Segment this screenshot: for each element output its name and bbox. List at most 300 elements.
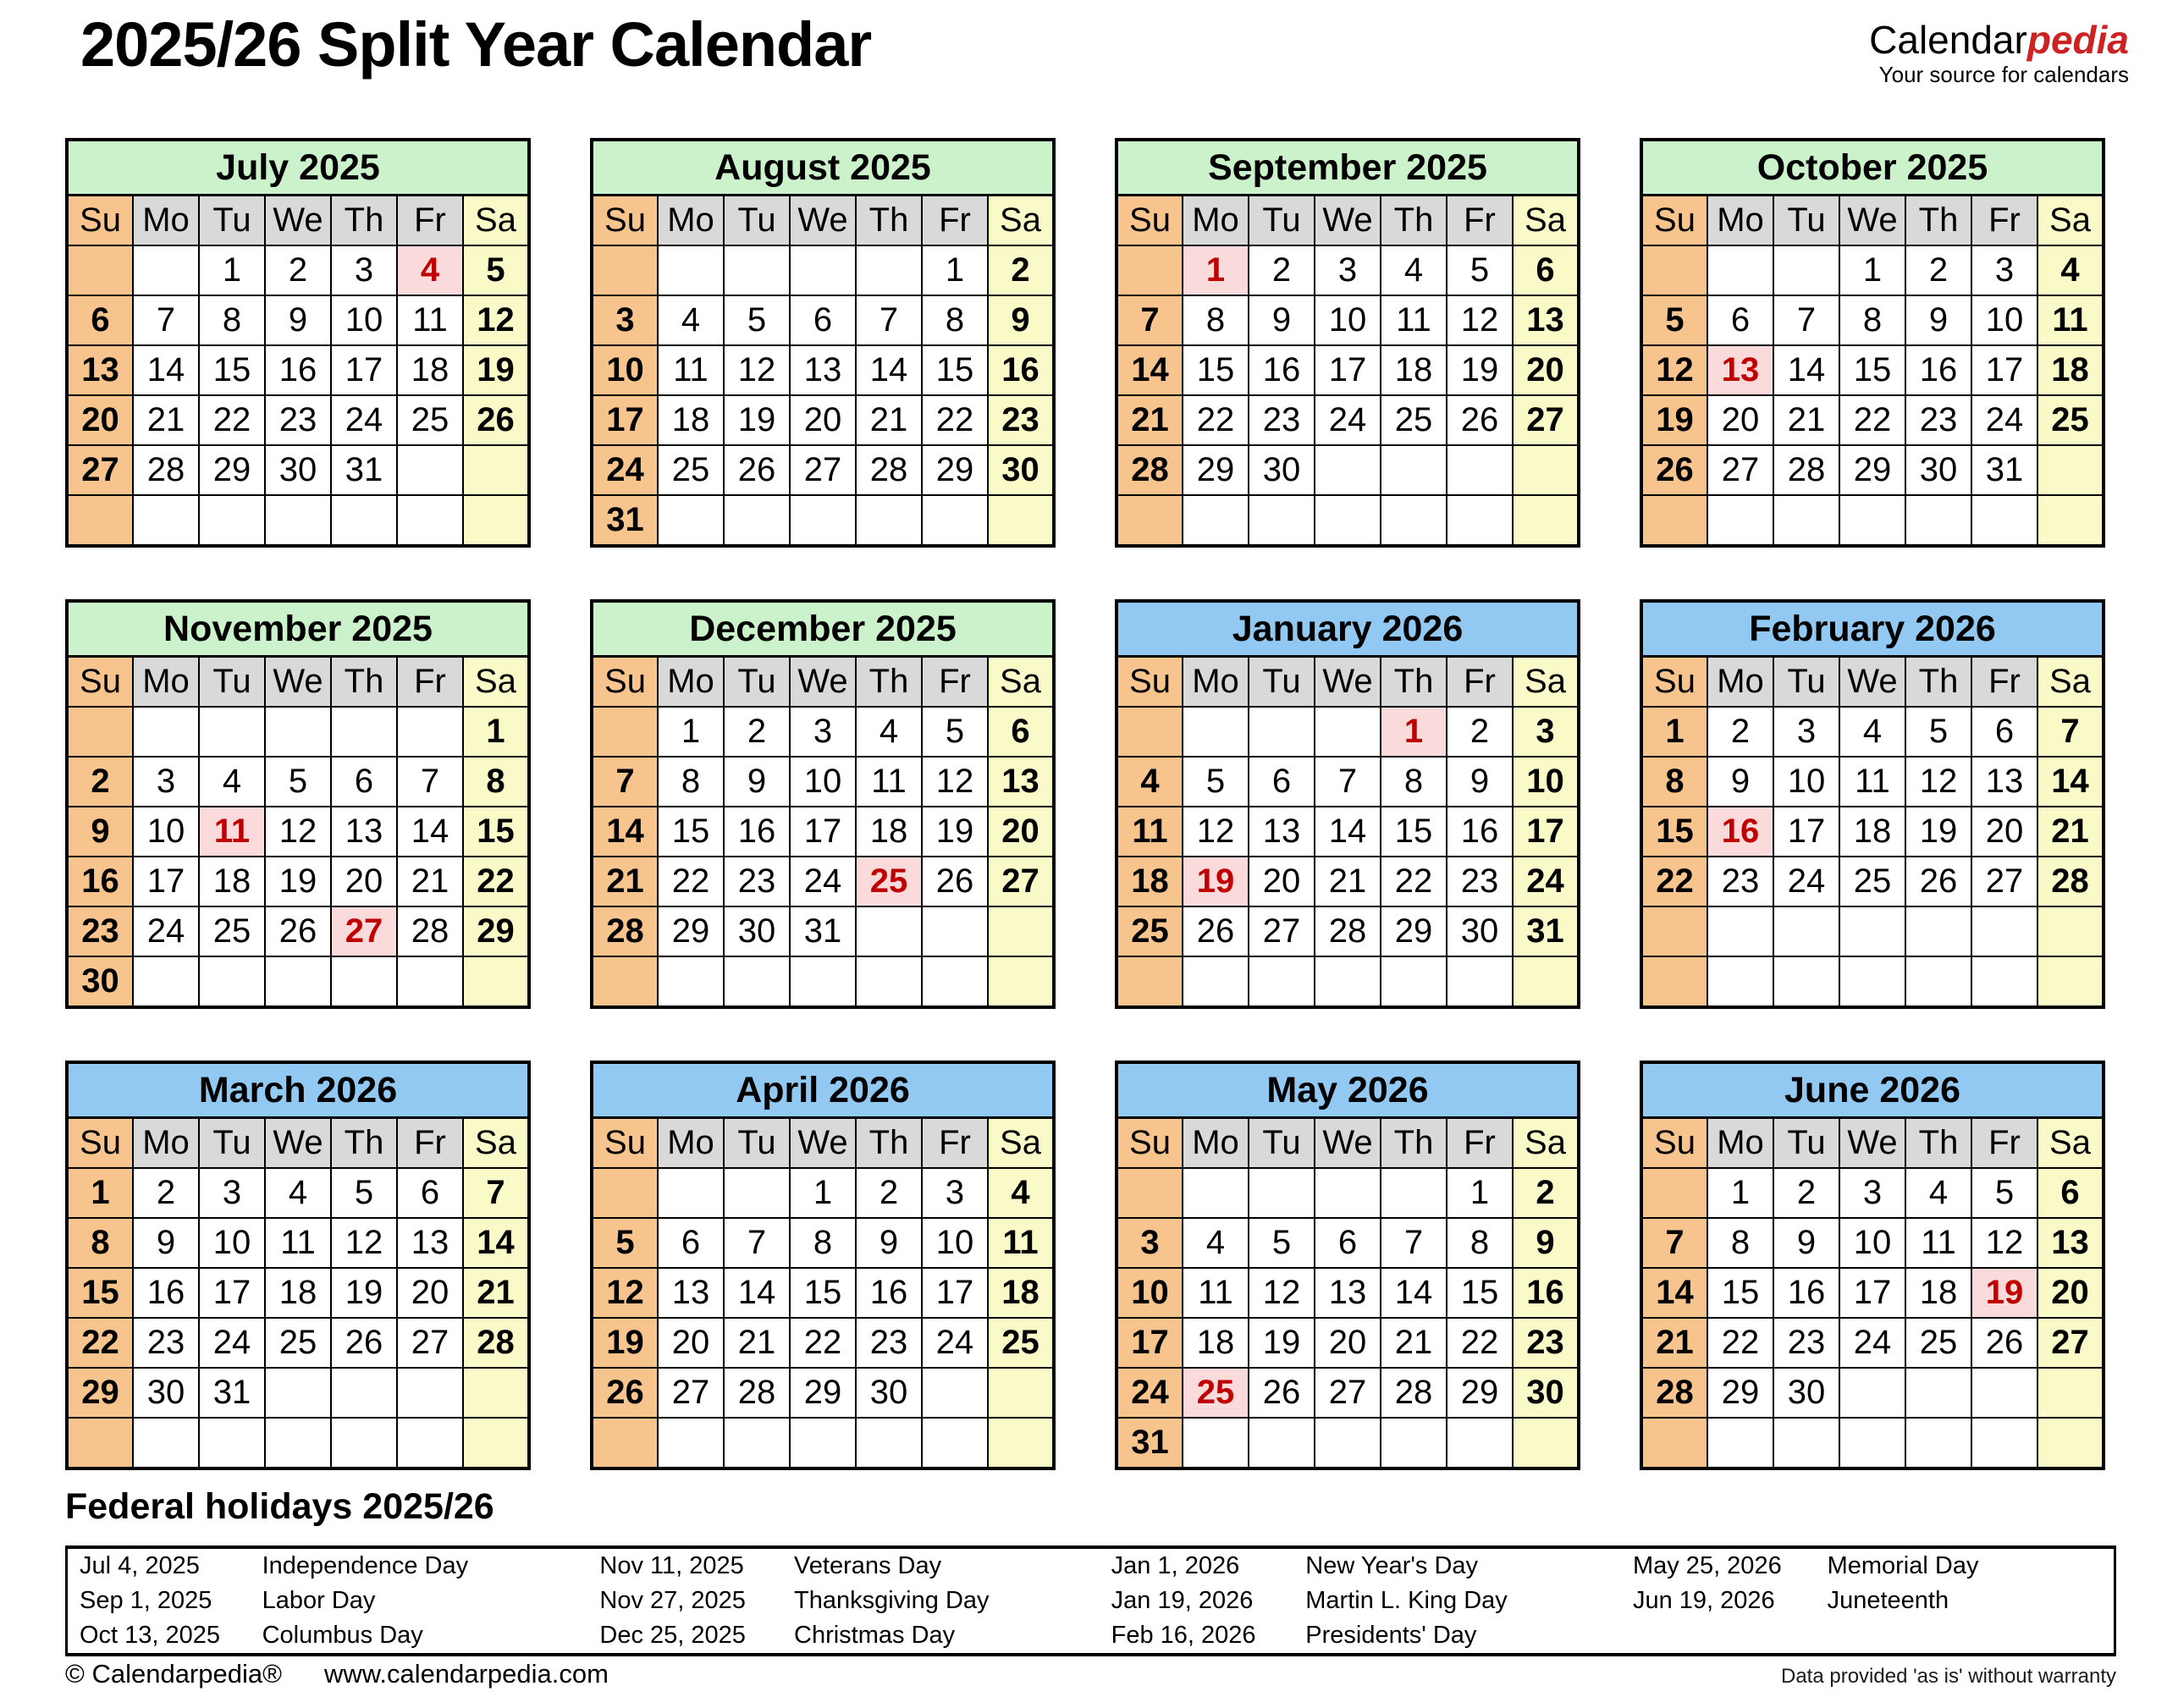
day-header-we: We bbox=[1315, 196, 1381, 246]
calendar-october-2025 bbox=[1640, 138, 2105, 548]
calendar-april-2026 bbox=[590, 1061, 1056, 1470]
week-row bbox=[592, 906, 1054, 956]
date-cell-6: 6 bbox=[790, 295, 856, 345]
date-cell-16: 16 bbox=[1905, 345, 1971, 395]
empty-cell bbox=[2037, 956, 2104, 1007]
date-cell-16: 16 bbox=[1447, 807, 1513, 857]
date-cell-25: 25 bbox=[397, 395, 463, 445]
day-header-row bbox=[67, 1118, 529, 1169]
date-cell-25: 25 bbox=[988, 1318, 1054, 1368]
day-header-sa: Sa bbox=[1513, 1118, 1579, 1169]
week-row bbox=[1117, 1168, 1579, 1218]
day-header-su: Su bbox=[67, 196, 133, 246]
date-cell-4: 4 bbox=[397, 245, 463, 295]
date-cell-12: 12 bbox=[331, 1218, 397, 1268]
date-cell-3: 3 bbox=[1971, 245, 2037, 295]
date-cell-18: 18 bbox=[1183, 1318, 1249, 1368]
holiday-date: Nov 11, 2025 bbox=[599, 1552, 744, 1579]
date-cell-3: 3 bbox=[1839, 1168, 1905, 1218]
empty-cell bbox=[1773, 495, 1839, 546]
date-cell-30: 30 bbox=[1513, 1368, 1579, 1418]
week-row bbox=[67, 1168, 529, 1218]
empty-cell bbox=[592, 1168, 658, 1218]
empty-cell bbox=[463, 445, 529, 495]
empty-cell bbox=[1117, 707, 1183, 757]
date-cell-20: 20 bbox=[1249, 857, 1315, 906]
date-cell-17: 17 bbox=[790, 807, 856, 857]
date-cell-5: 5 bbox=[922, 707, 988, 757]
empty-cell bbox=[1641, 245, 1707, 295]
date-cell-10: 10 bbox=[199, 1218, 265, 1268]
day-header-mo: Mo bbox=[1707, 657, 1773, 708]
date-cell-18: 18 bbox=[988, 1268, 1054, 1318]
date-cell-24: 24 bbox=[1773, 857, 1839, 906]
empty-cell bbox=[1773, 956, 1839, 1007]
date-cell-1: 1 bbox=[1707, 1168, 1773, 1218]
date-cell-29: 29 bbox=[1381, 906, 1447, 956]
date-cell-14: 14 bbox=[1381, 1268, 1447, 1318]
empty-cell bbox=[988, 495, 1054, 546]
week-row bbox=[1641, 807, 2104, 857]
date-cell-2: 2 bbox=[988, 245, 1054, 295]
date-cell-16: 16 bbox=[133, 1268, 199, 1318]
empty-cell bbox=[2037, 1418, 2104, 1468]
month-title-march-2026: March 2026 bbox=[67, 1062, 529, 1118]
day-header-we: We bbox=[1839, 1118, 1905, 1169]
date-cell-24: 24 bbox=[790, 857, 856, 906]
date-cell-28: 28 bbox=[133, 445, 199, 495]
date-cell-4: 4 bbox=[988, 1168, 1054, 1218]
date-cell-24: 24 bbox=[592, 445, 658, 495]
week-row bbox=[1641, 245, 2104, 295]
date-cell-21: 21 bbox=[2037, 807, 2104, 857]
calendar-september-2025 bbox=[1115, 138, 1580, 548]
date-cell-9: 9 bbox=[1249, 295, 1315, 345]
empty-cell bbox=[592, 245, 658, 295]
empty-cell bbox=[790, 956, 856, 1007]
holiday-date: Jan 1, 2026 bbox=[1111, 1552, 1240, 1579]
date-cell-6: 6 bbox=[67, 295, 133, 345]
date-cell-6: 6 bbox=[1315, 1218, 1381, 1268]
empty-cell bbox=[1183, 707, 1249, 757]
week-row bbox=[592, 245, 1054, 295]
date-cell-9: 9 bbox=[1707, 757, 1773, 807]
date-cell-12: 12 bbox=[1641, 345, 1707, 395]
empty-cell bbox=[1249, 707, 1315, 757]
date-cell-4: 4 bbox=[1381, 245, 1447, 295]
empty-cell bbox=[724, 495, 790, 546]
date-cell-21: 21 bbox=[397, 857, 463, 906]
date-cell-8: 8 bbox=[199, 295, 265, 345]
date-cell-12: 12 bbox=[724, 345, 790, 395]
date-cell-30: 30 bbox=[265, 445, 331, 495]
day-header-row bbox=[592, 1118, 1054, 1169]
week-row bbox=[1117, 495, 1579, 546]
date-cell-13: 13 bbox=[67, 345, 133, 395]
date-cell-25: 25 bbox=[1183, 1368, 1249, 1418]
empty-cell bbox=[1971, 1368, 2037, 1418]
date-cell-17: 17 bbox=[133, 857, 199, 906]
date-cell-21: 21 bbox=[463, 1268, 529, 1318]
empty-cell bbox=[1707, 956, 1773, 1007]
date-cell-1: 1 bbox=[199, 245, 265, 295]
date-cell-30: 30 bbox=[1905, 445, 1971, 495]
month-title-july-2025: July 2025 bbox=[67, 140, 529, 196]
day-header-su: Su bbox=[1117, 196, 1183, 246]
holiday-name: Presidents' Day bbox=[1305, 1622, 1477, 1649]
week-row bbox=[1641, 1418, 2104, 1468]
day-header-sa: Sa bbox=[2037, 657, 2104, 708]
date-cell-5: 5 bbox=[1641, 295, 1707, 345]
empty-cell bbox=[2037, 1368, 2104, 1418]
week-row bbox=[1641, 1268, 2104, 1318]
week-row bbox=[67, 345, 529, 395]
date-cell-16: 16 bbox=[724, 807, 790, 857]
day-header-th: Th bbox=[856, 1118, 922, 1169]
day-header-mo: Mo bbox=[1183, 657, 1249, 708]
holiday-date: Nov 27, 2025 bbox=[599, 1587, 746, 1614]
day-header-th: Th bbox=[1905, 657, 1971, 708]
date-cell-12: 12 bbox=[1971, 1218, 2037, 1268]
empty-cell bbox=[1381, 1168, 1447, 1218]
week-row bbox=[67, 857, 529, 906]
holiday-row bbox=[68, 1618, 2114, 1653]
day-header-su: Su bbox=[1641, 196, 1707, 246]
date-cell-29: 29 bbox=[922, 445, 988, 495]
empty-cell bbox=[592, 707, 658, 757]
month-title-september-2025: September 2025 bbox=[1117, 140, 1579, 196]
date-cell-13: 13 bbox=[790, 345, 856, 395]
date-cell-17: 17 bbox=[1839, 1268, 1905, 1318]
week-row bbox=[1641, 857, 2104, 906]
empty-cell bbox=[199, 1418, 265, 1468]
date-cell-9: 9 bbox=[133, 1218, 199, 1268]
empty-cell bbox=[1641, 1168, 1707, 1218]
month-title-november-2025: November 2025 bbox=[67, 601, 529, 657]
date-cell-23: 23 bbox=[1249, 395, 1315, 445]
date-cell-22: 22 bbox=[1839, 395, 1905, 445]
date-cell-30: 30 bbox=[988, 445, 1054, 495]
empty-cell bbox=[658, 495, 724, 546]
date-cell-30: 30 bbox=[67, 956, 133, 1007]
week-row bbox=[67, 1268, 529, 1318]
day-header-th: Th bbox=[1905, 1118, 1971, 1169]
date-cell-3: 3 bbox=[592, 295, 658, 345]
empty-cell bbox=[199, 707, 265, 757]
date-cell-23: 23 bbox=[988, 395, 1054, 445]
date-cell-26: 26 bbox=[724, 445, 790, 495]
date-cell-17: 17 bbox=[922, 1268, 988, 1318]
date-cell-20: 20 bbox=[1513, 345, 1579, 395]
date-cell-29: 29 bbox=[658, 906, 724, 956]
day-header-fr: Fr bbox=[397, 196, 463, 246]
date-cell-21: 21 bbox=[1117, 395, 1183, 445]
week-row bbox=[1117, 445, 1579, 495]
date-cell-25: 25 bbox=[1839, 857, 1905, 906]
day-header-mo: Mo bbox=[658, 657, 724, 708]
date-cell-8: 8 bbox=[1183, 295, 1249, 345]
week-row bbox=[1117, 807, 1579, 857]
date-cell-20: 20 bbox=[988, 807, 1054, 857]
date-cell-23: 23 bbox=[1447, 857, 1513, 906]
date-cell-15: 15 bbox=[1641, 807, 1707, 857]
holiday-name: Veterans Day bbox=[794, 1552, 942, 1579]
day-header-fr: Fr bbox=[1971, 196, 2037, 246]
empty-cell bbox=[1183, 495, 1249, 546]
month-title-january-2026: January 2026 bbox=[1117, 601, 1579, 657]
week-row bbox=[592, 1168, 1054, 1218]
date-cell-6: 6 bbox=[1971, 707, 2037, 757]
day-header-th: Th bbox=[1381, 1118, 1447, 1169]
date-cell-27: 27 bbox=[658, 1368, 724, 1418]
date-cell-27: 27 bbox=[2037, 1318, 2104, 1368]
date-cell-11: 11 bbox=[1905, 1218, 1971, 1268]
date-cell-23: 23 bbox=[1905, 395, 1971, 445]
date-cell-27: 27 bbox=[1249, 906, 1315, 956]
date-cell-12: 12 bbox=[1249, 1268, 1315, 1318]
date-cell-13: 13 bbox=[2037, 1218, 2104, 1268]
date-cell-6: 6 bbox=[988, 707, 1054, 757]
empty-cell bbox=[133, 495, 199, 546]
date-cell-29: 29 bbox=[463, 906, 529, 956]
date-cell-16: 16 bbox=[265, 345, 331, 395]
day-header-su: Su bbox=[1117, 1118, 1183, 1169]
date-cell-30: 30 bbox=[856, 1368, 922, 1418]
date-cell-1: 1 bbox=[790, 1168, 856, 1218]
date-cell-12: 12 bbox=[1905, 757, 1971, 807]
calendar-july-2025 bbox=[65, 138, 531, 548]
holiday-row bbox=[68, 1584, 2114, 1618]
empty-cell bbox=[1315, 956, 1381, 1007]
day-header-sa: Sa bbox=[988, 1118, 1054, 1169]
date-cell-7: 7 bbox=[724, 1218, 790, 1268]
date-cell-21: 21 bbox=[592, 857, 658, 906]
date-cell-9: 9 bbox=[265, 295, 331, 345]
date-cell-24: 24 bbox=[1513, 857, 1579, 906]
date-cell-21: 21 bbox=[133, 395, 199, 445]
empty-cell bbox=[265, 495, 331, 546]
footer bbox=[65, 1659, 2116, 1689]
date-cell-11: 11 bbox=[658, 345, 724, 395]
date-cell-21: 21 bbox=[1381, 1318, 1447, 1368]
date-cell-3: 3 bbox=[331, 245, 397, 295]
day-header-row bbox=[1641, 1118, 2104, 1169]
date-cell-9: 9 bbox=[1905, 295, 1971, 345]
month-title-august-2025: August 2025 bbox=[592, 140, 1054, 196]
date-cell-19: 19 bbox=[1183, 857, 1249, 906]
calendar-grid bbox=[65, 138, 2105, 1470]
date-cell-22: 22 bbox=[67, 1318, 133, 1368]
date-cell-24: 24 bbox=[922, 1318, 988, 1368]
date-cell-30: 30 bbox=[1447, 906, 1513, 956]
date-cell-25: 25 bbox=[658, 445, 724, 495]
date-cell-30: 30 bbox=[724, 906, 790, 956]
date-cell-9: 9 bbox=[67, 807, 133, 857]
week-row bbox=[592, 295, 1054, 345]
empty-cell bbox=[397, 445, 463, 495]
date-cell-16: 16 bbox=[856, 1268, 922, 1318]
day-header-we: We bbox=[790, 196, 856, 246]
empty-cell bbox=[922, 956, 988, 1007]
week-row bbox=[1641, 445, 2104, 495]
empty-cell bbox=[265, 707, 331, 757]
empty-cell bbox=[856, 245, 922, 295]
week-row bbox=[1117, 395, 1579, 445]
day-header-fr: Fr bbox=[922, 1118, 988, 1169]
date-cell-20: 20 bbox=[1315, 1318, 1381, 1368]
date-cell-24: 24 bbox=[331, 395, 397, 445]
empty-cell bbox=[922, 495, 988, 546]
week-row bbox=[67, 445, 529, 495]
date-cell-8: 8 bbox=[67, 1218, 133, 1268]
date-cell-26: 26 bbox=[463, 395, 529, 445]
date-cell-22: 22 bbox=[1183, 395, 1249, 445]
date-cell-28: 28 bbox=[1117, 445, 1183, 495]
empty-cell bbox=[1117, 1168, 1183, 1218]
empty-cell bbox=[1905, 1368, 1971, 1418]
date-cell-8: 8 bbox=[1447, 1218, 1513, 1268]
date-cell-27: 27 bbox=[1971, 857, 2037, 906]
date-cell-31: 31 bbox=[1513, 906, 1579, 956]
week-row bbox=[592, 1268, 1054, 1318]
empty-cell bbox=[1513, 445, 1579, 495]
week-row bbox=[67, 1318, 529, 1368]
date-cell-21: 21 bbox=[1641, 1318, 1707, 1368]
date-cell-28: 28 bbox=[724, 1368, 790, 1418]
date-cell-23: 23 bbox=[1513, 1318, 1579, 1368]
date-cell-15: 15 bbox=[1839, 345, 1905, 395]
calendar-june-2026 bbox=[1640, 1061, 2105, 1470]
day-header-su: Su bbox=[67, 657, 133, 708]
empty-cell bbox=[397, 1368, 463, 1418]
page-title: 2025/26 Split Year Calendar bbox=[80, 9, 872, 80]
week-row bbox=[592, 1318, 1054, 1368]
day-header-we: We bbox=[790, 1118, 856, 1169]
empty-cell bbox=[1315, 1418, 1381, 1468]
date-cell-2: 2 bbox=[133, 1168, 199, 1218]
empty-cell bbox=[67, 495, 133, 546]
date-cell-24: 24 bbox=[1315, 395, 1381, 445]
date-cell-13: 13 bbox=[1249, 807, 1315, 857]
empty-cell bbox=[1971, 1418, 2037, 1468]
empty-cell bbox=[1971, 906, 2037, 956]
date-cell-28: 28 bbox=[1315, 906, 1381, 956]
date-cell-14: 14 bbox=[397, 807, 463, 857]
date-cell-26: 26 bbox=[922, 857, 988, 906]
empty-cell bbox=[1117, 495, 1183, 546]
empty-cell bbox=[1447, 495, 1513, 546]
empty-cell bbox=[199, 495, 265, 546]
week-row bbox=[67, 906, 529, 956]
day-header-th: Th bbox=[1905, 196, 1971, 246]
date-cell-4: 4 bbox=[1839, 707, 1905, 757]
empty-cell bbox=[1513, 956, 1579, 1007]
empty-cell bbox=[397, 956, 463, 1007]
empty-cell bbox=[1183, 956, 1249, 1007]
date-cell-22: 22 bbox=[1707, 1318, 1773, 1368]
date-cell-4: 4 bbox=[1117, 757, 1183, 807]
date-cell-5: 5 bbox=[1971, 1168, 2037, 1218]
date-cell-18: 18 bbox=[658, 395, 724, 445]
date-cell-21: 21 bbox=[1315, 857, 1381, 906]
date-cell-21: 21 bbox=[724, 1318, 790, 1368]
date-cell-29: 29 bbox=[790, 1368, 856, 1418]
date-cell-23: 23 bbox=[265, 395, 331, 445]
date-cell-15: 15 bbox=[1447, 1268, 1513, 1318]
date-cell-25: 25 bbox=[856, 857, 922, 906]
date-cell-10: 10 bbox=[1971, 295, 2037, 345]
empty-cell bbox=[1315, 495, 1381, 546]
holiday-date: Jul 4, 2025 bbox=[80, 1552, 200, 1579]
date-cell-22: 22 bbox=[1641, 857, 1707, 906]
empty-cell bbox=[1641, 495, 1707, 546]
date-cell-2: 2 bbox=[724, 707, 790, 757]
date-cell-23: 23 bbox=[724, 857, 790, 906]
week-row bbox=[592, 345, 1054, 395]
date-cell-25: 25 bbox=[1381, 395, 1447, 445]
day-header-sa: Sa bbox=[2037, 196, 2104, 246]
day-header-tu: Tu bbox=[724, 196, 790, 246]
date-cell-22: 22 bbox=[1381, 857, 1447, 906]
date-cell-6: 6 bbox=[2037, 1168, 2104, 1218]
calendar-november-2025 bbox=[65, 599, 531, 1009]
week-row bbox=[67, 395, 529, 445]
date-cell-26: 26 bbox=[1905, 857, 1971, 906]
logo-text-black: Calendar bbox=[1869, 18, 2027, 62]
date-cell-31: 31 bbox=[1117, 1418, 1183, 1468]
month-title-october-2025: October 2025 bbox=[1641, 140, 2104, 196]
date-cell-17: 17 bbox=[592, 395, 658, 445]
empty-cell bbox=[790, 495, 856, 546]
day-header-row bbox=[1117, 657, 1579, 708]
date-cell-14: 14 bbox=[1315, 807, 1381, 857]
week-row bbox=[1641, 495, 2104, 546]
date-cell-12: 12 bbox=[922, 757, 988, 807]
empty-cell bbox=[988, 1368, 1054, 1418]
empty-cell bbox=[658, 1418, 724, 1468]
empty-cell bbox=[1183, 1168, 1249, 1218]
empty-cell bbox=[67, 707, 133, 757]
calendarpedia-logo bbox=[1869, 20, 2129, 85]
week-row bbox=[67, 1418, 529, 1468]
empty-cell bbox=[133, 245, 199, 295]
holiday-date: Jun 19, 2026 bbox=[1632, 1587, 1775, 1614]
date-cell-20: 20 bbox=[67, 395, 133, 445]
empty-cell bbox=[331, 956, 397, 1007]
calendar-march-2026 bbox=[65, 1061, 531, 1470]
website-link[interactable]: www.calendarpedia.com bbox=[323, 1659, 609, 1689]
date-cell-25: 25 bbox=[1905, 1318, 1971, 1368]
week-row bbox=[592, 857, 1054, 906]
date-cell-10: 10 bbox=[1315, 295, 1381, 345]
week-row bbox=[592, 707, 1054, 757]
date-cell-7: 7 bbox=[463, 1168, 529, 1218]
calendar-december-2025 bbox=[590, 599, 1056, 1009]
date-cell-27: 27 bbox=[1315, 1368, 1381, 1418]
day-header-fr: Fr bbox=[1447, 657, 1513, 708]
empty-cell bbox=[397, 707, 463, 757]
day-header-we: We bbox=[790, 657, 856, 708]
date-cell-10: 10 bbox=[1513, 757, 1579, 807]
empty-cell bbox=[1315, 1168, 1381, 1218]
holiday-name: Martin L. King Day bbox=[1305, 1587, 1508, 1614]
date-cell-1: 1 bbox=[463, 707, 529, 757]
empty-cell bbox=[790, 1418, 856, 1468]
day-header-su: Su bbox=[592, 1118, 658, 1169]
week-row bbox=[1117, 906, 1579, 956]
date-cell-18: 18 bbox=[2037, 345, 2104, 395]
week-row bbox=[592, 956, 1054, 1007]
